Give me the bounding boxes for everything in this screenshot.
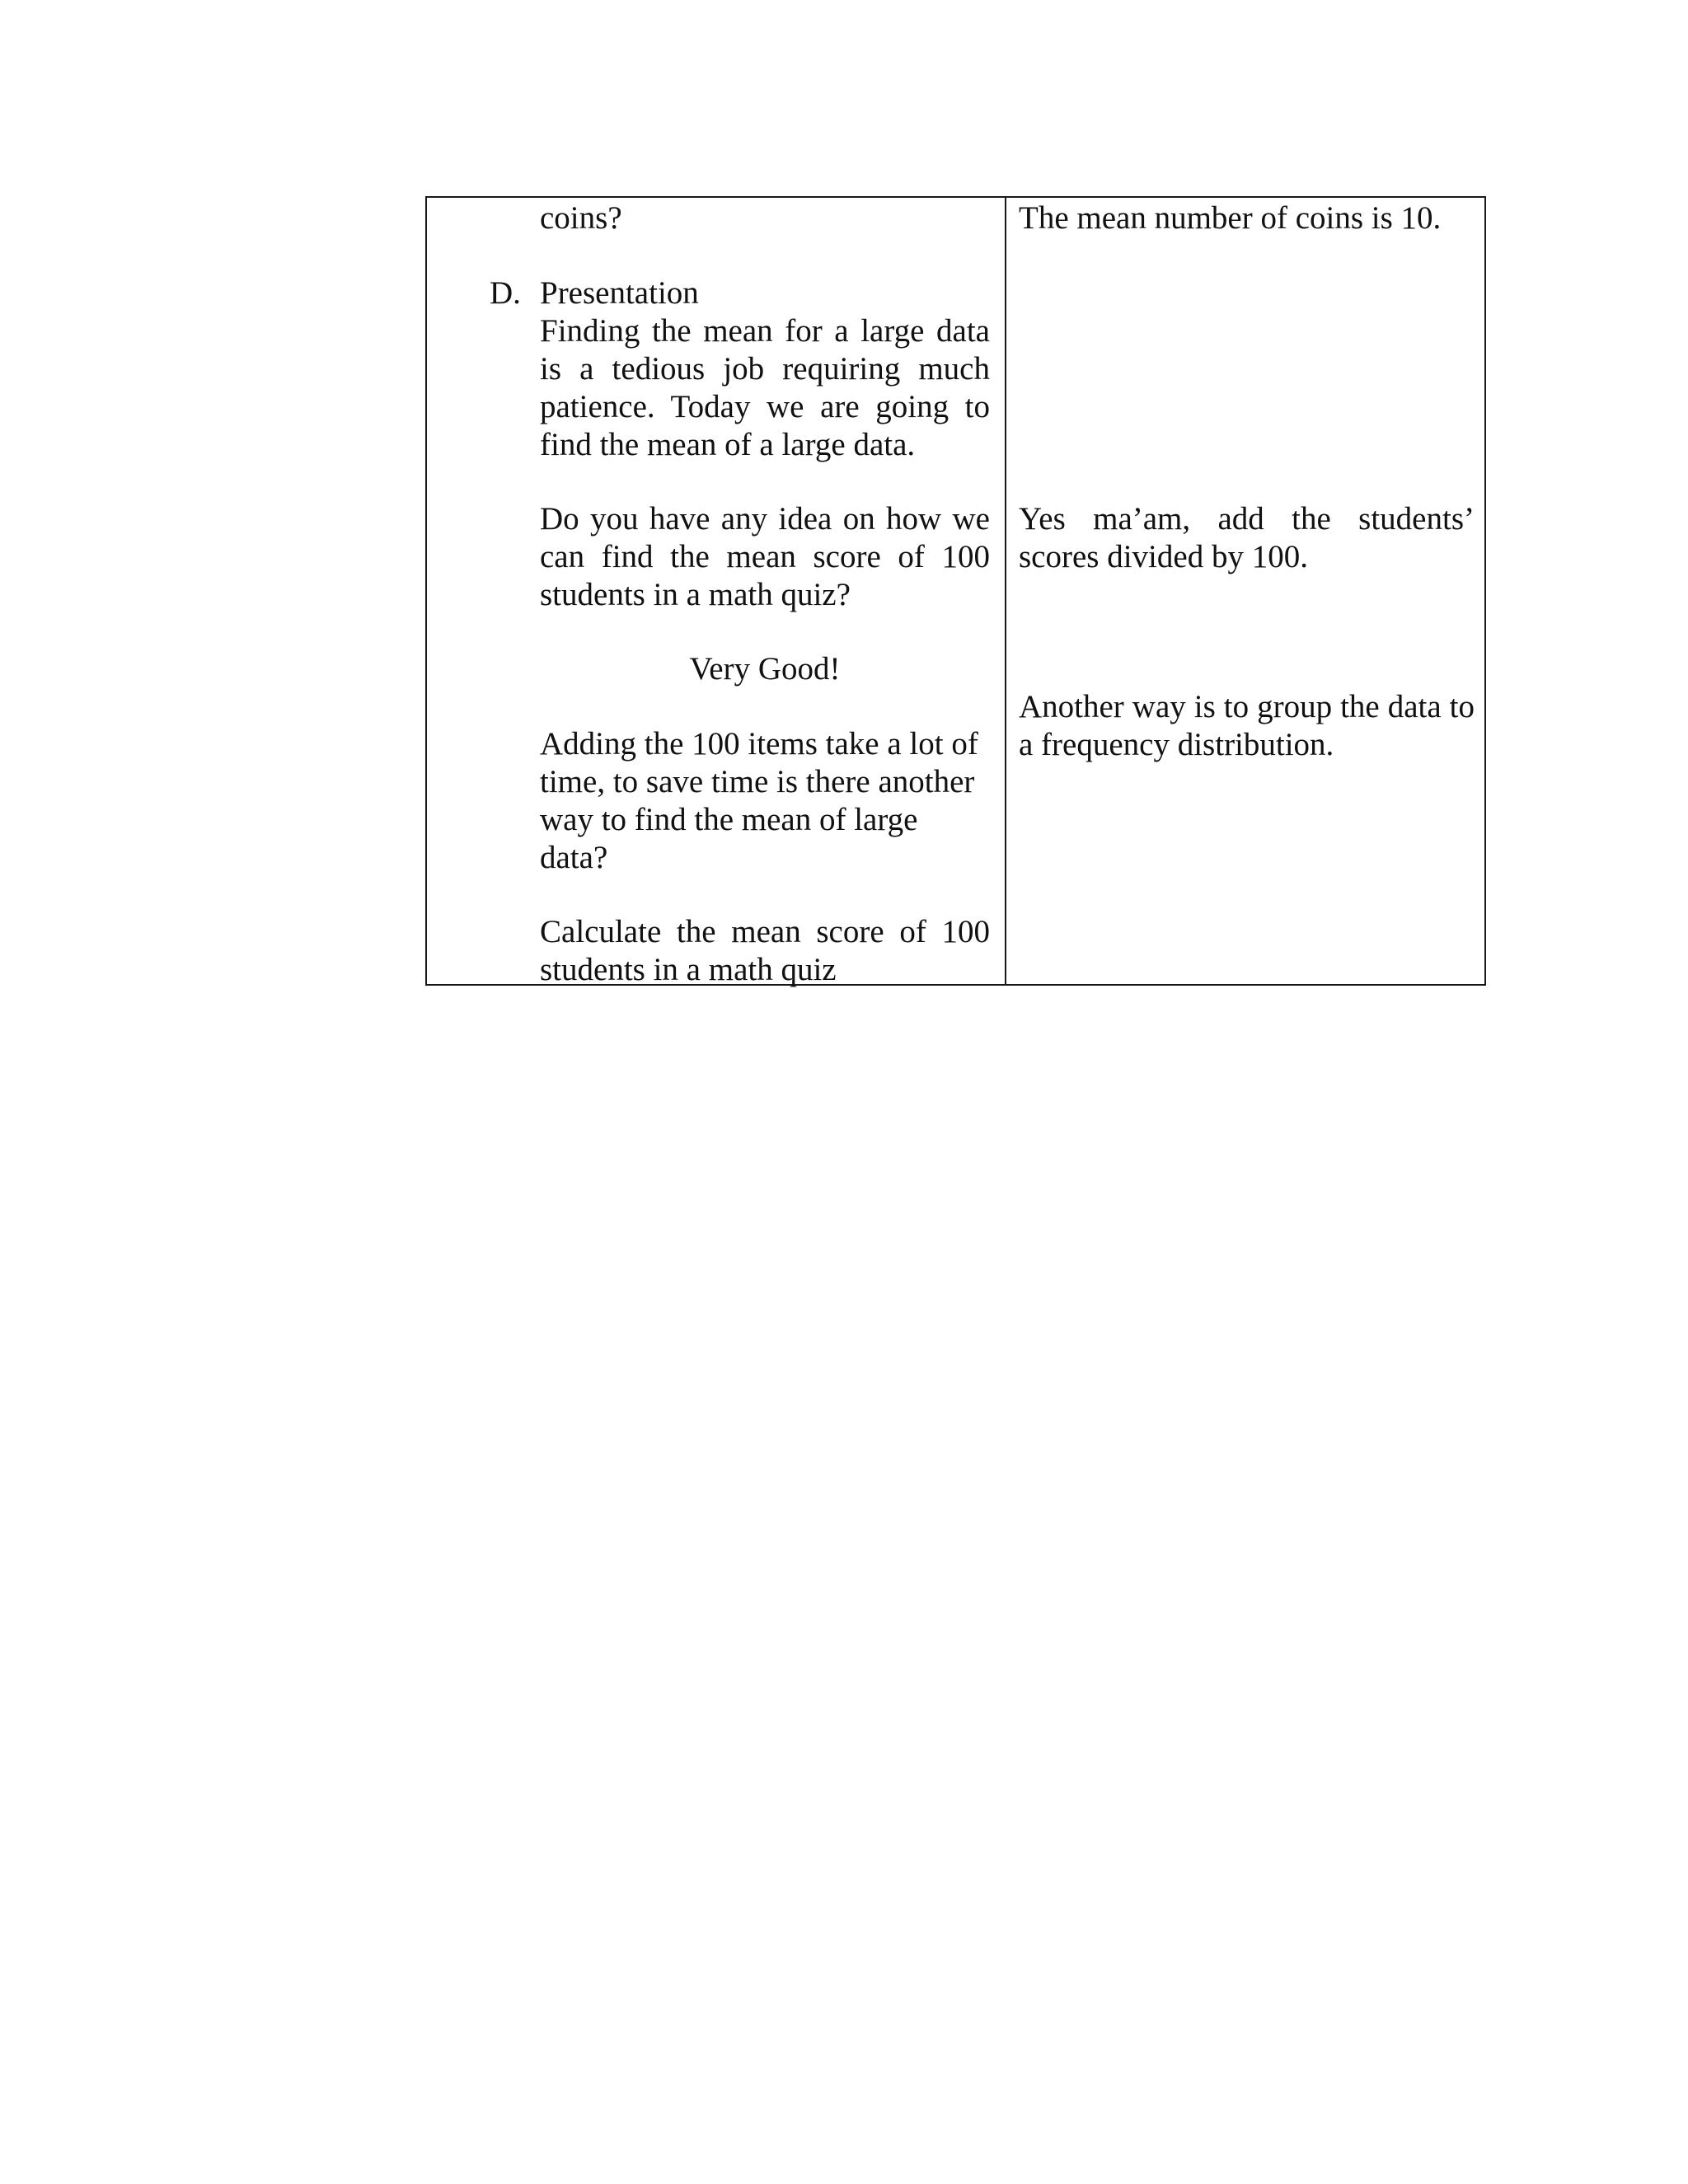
lesson-plan-table xyxy=(425,196,1486,986)
another-way-answer: Another way is to group the data to a frequency distribution. xyxy=(1019,689,1475,762)
praise-text: Very Good! xyxy=(689,651,841,687)
idea-question: Do you have any idea on how we can find the mean score of 100 students in a math quiz? xyxy=(540,501,990,612)
calculate-instruction-line-1: Calculate the mean score of 100 xyxy=(540,914,990,949)
mean-coins-answer: The mean number of coins is 10. xyxy=(1019,200,1442,236)
another-way-question-line-3: way to find the mean of large xyxy=(540,802,918,837)
another-way-question-line-4: data? xyxy=(540,840,608,875)
column-divider xyxy=(1005,198,1006,984)
calculate-instruction-line-2: students in a math quiz xyxy=(540,952,837,987)
section-title: Presentation xyxy=(540,275,699,311)
another-way-question-line-1: Adding the 100 items take a lot of xyxy=(540,726,978,762)
section-letter: D. xyxy=(490,275,521,311)
intro-paragraph: Finding the mean for a large data is a tedious job requiring much patience. Today we are going to find the mean of a large data. xyxy=(540,313,990,462)
idea-answer: Yes ma’am, add the students’ scores divided by 100. xyxy=(1019,501,1475,574)
another-way-question-line-2: time, to save time is there another xyxy=(540,764,975,799)
coins-question-tail: coins? xyxy=(540,200,622,236)
